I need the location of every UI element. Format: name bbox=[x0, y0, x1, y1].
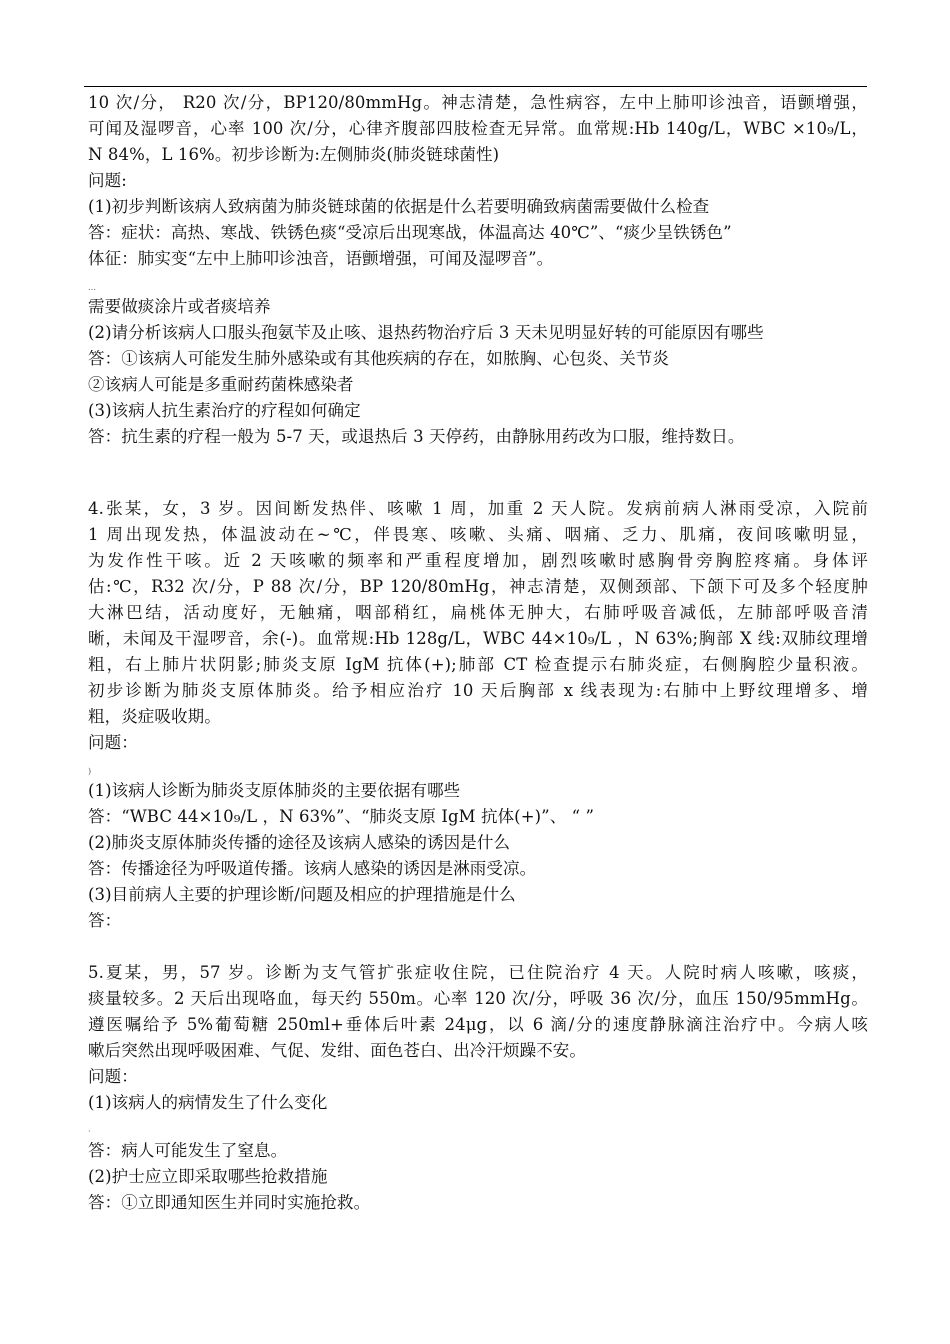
paragraph-line: 初步诊断为肺炎支原体肺炎。给予相应治疗 10 天后胸部 x 线表现为:右肺中上野纹理增多、增 bbox=[88, 681, 868, 700]
answer-3: 答：抗生素的疗程一般为 5-7 天，或退热后 3 天停药，由静脉用药改为口服，维持数日。 bbox=[88, 427, 745, 446]
answer-2-cont: ②该病人可能是多重耐药菌株感染者 bbox=[88, 375, 354, 394]
answer-1: 答：症状：高热、寒战、铁锈色痰“受凉后出现寒战，体温高达 40℃”、“痰少呈铁锈色” bbox=[88, 223, 732, 242]
document-body bbox=[88, 90, 868, 1216]
paragraph-line: N 84%，L 16%。初步诊断为:左侧肺炎(肺炎链球菌性) bbox=[88, 145, 500, 164]
answer-2: 答：①该病人可能发生肺外感染或有其他疾病的存在，如脓胸、心包炎、关节炎 bbox=[88, 349, 669, 368]
paragraph-line: 1 周出现发热，体温波动在~℃，伴畏寒、咳嗽、头痛、咽痛、乏力、肌痛，夜间咳嗽明显， bbox=[88, 525, 868, 544]
paragraph-line: 4.张某，女，3 岁。因间断发热伴、咳嗽 1 周，加重 2 天人院。发病前病人淋雨受凉，入院前 bbox=[88, 499, 868, 518]
case4-section bbox=[88, 496, 868, 934]
artifact-mark: … bbox=[88, 283, 97, 292]
artifact-mark: · bbox=[88, 1127, 91, 1136]
question-3: (3)目前病人主要的护理诊断/问题及相应的护理措施是什么 bbox=[88, 885, 516, 904]
paragraph-line: 嗽后突然出现呼吸困难、气促、发绀、面色苍白、出冷汗烦躁不安。 bbox=[88, 1041, 586, 1060]
paragraph-line: 粗，右上肺片状阴影;肺炎支原 IgM 抗体(+);肺部 CT 检查提示右肺炎症，右侧胸腔少量积液。 bbox=[88, 655, 868, 674]
paragraph-line: 痰量较多。2 天后出现咯血，每天约 550m。心率 120 次/分，呼吸 36 次/分，血压 150/95mmHg。 bbox=[88, 989, 868, 1008]
case3-section bbox=[88, 90, 868, 450]
paragraph-line: 估:℃，R32 次/分，P 88 次/分，BP 120/80mHg，神志清楚，双侧颈部、下颌下可及多个轻度肿 bbox=[88, 577, 868, 596]
answer-1-cont: 体征：肺实变“左中上肺叩诊浊音，语颤增强，可闻及湿啰音”。 bbox=[88, 249, 554, 268]
answer-1: 答：“WBC 44×10₉/L ，N 63%”、“肺炎支原 IgM 抗体(+)”、 “ ” bbox=[88, 807, 595, 826]
case5-section bbox=[88, 960, 868, 1216]
question-heading: 问题： bbox=[88, 733, 138, 752]
header-rule bbox=[84, 86, 867, 87]
question-heading: 问题： bbox=[88, 1067, 138, 1086]
paragraph-line: 晰，未闻及干湿啰音，余(-)。血常规:Hb 128g/L，WBC 44×10₉/L ，N 63%;胸部 X 线:双肺纹理增 bbox=[88, 629, 868, 648]
answer-1-cont: 需要做痰涂片或者痰培养 bbox=[88, 297, 271, 316]
paragraph-line: 10 次/分， R20 次/分，BP120/80mmHg。神志清楚，急性病容，左中上肺叩诊浊音，语颤增强， bbox=[88, 93, 868, 112]
question-2: (2)护士应立即采取哪些抢救措施 bbox=[88, 1167, 328, 1186]
artifact-mark: ) bbox=[88, 767, 92, 776]
question-1: (1)初步判断该病人致病菌为肺炎链球菌的依据是什么若要明确致病菌需要做什么检查 bbox=[88, 197, 710, 216]
answer-1: 答：病人可能发生了窒息。 bbox=[88, 1141, 288, 1160]
paragraph-line: 大淋巴结，活动度好，无触痛，咽部稍红，扁桃体无肿大，右肺呼吸音减低，左肺部呼吸音清 bbox=[88, 603, 868, 622]
paragraph-line: 5.夏某，男，57 岁。诊断为支气管扩张症收住院，已住院治疗 4 天。人院时病人咳嗽，咳痰， bbox=[88, 963, 868, 982]
question-1: (1)该病人的病情发生了什么变化 bbox=[88, 1093, 328, 1112]
question-1: (1)该病人诊断为肺炎支原体肺炎的主要依据有哪些 bbox=[88, 781, 461, 800]
answer-2: 答：传播途径为呼吸道传播。该病人感染的诱因是淋雨受凉。 bbox=[88, 859, 537, 878]
question-heading: 问题: bbox=[88, 171, 127, 190]
answer-2: 答：①立即通知医生并同时实施抢救。 bbox=[88, 1193, 371, 1212]
question-3: (3)该病人抗生素治疗的疗程如何确定 bbox=[88, 401, 361, 420]
paragraph-line: 遵医嘱给予 5%葡萄糖 250ml+垂体后叶素 24μg，以 6 滴/分的速度静脉滴注治疗中。今病人咳 bbox=[88, 1015, 868, 1034]
paragraph-line: 可闻及湿啰音，心率 100 次/分，心律齐腹部四肢检查无异常。血常规:Hb 140g/L，WBC ×10₉/L， bbox=[88, 119, 868, 138]
paragraph-line: 粗，炎症吸收期。 bbox=[88, 707, 221, 726]
answer-3: 答： bbox=[88, 911, 122, 930]
question-2: (2)请分析该病人口服头孢氨苄及止咳、退热药物治疗后 3 天未见明显好转的可能原因有哪些 bbox=[88, 323, 764, 342]
paragraph-line: 为发作性干咳。近 2 天咳嗽的频率和严重程度增加，剧烈咳嗽时感胸骨旁胸腔疼痛。身体评 bbox=[88, 551, 868, 570]
question-2: (2)肺炎支原体肺炎传播的途径及该病人感染的诱因是什么 bbox=[88, 833, 511, 852]
